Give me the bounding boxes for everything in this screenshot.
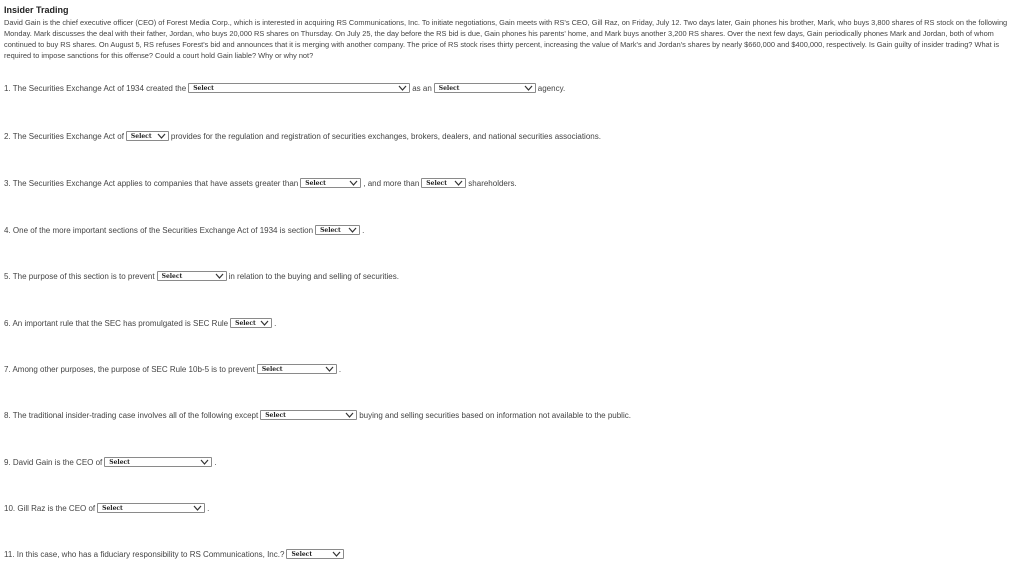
question-9 <box>4 457 217 467</box>
question-2-select[interactable] <box>126 131 169 141</box>
question-2-text: 2. The Securities Exchange Act of <box>4 131 124 141</box>
question-1-select-a[interactable] <box>188 83 410 93</box>
question-7 <box>4 364 341 374</box>
chevron-down-icon <box>325 365 334 373</box>
question-1-mid-text: as an <box>412 83 432 93</box>
select-label: Select <box>102 504 123 512</box>
question-7-select[interactable] <box>257 364 337 374</box>
select-label: Select <box>291 550 313 558</box>
question-3-mid-text: , and more than <box>363 178 420 188</box>
question-6-text: 6. An important rule that the SEC has promulgated is SEC Rule <box>4 318 229 328</box>
question-3-text: 3. The Securities Exchange Act applies to companies that have assets greater than <box>4 178 299 188</box>
select-label: Select <box>426 179 447 187</box>
question-8-text: 8. The traditional insider-trading case involves all of the following except <box>4 410 259 420</box>
question-7-after-text: . <box>338 364 342 374</box>
question-4-text: 4. One of the more important sections of the Securities Exchange Act of 1934 is section <box>4 225 314 235</box>
question-1-text: 1. The Securities Exchange Act of 1934 created the <box>4 83 187 93</box>
question-7-text: 7. Among other purposes, the purpose of SEC Rule 10b-5 is to prevent <box>4 364 255 374</box>
question-1 <box>4 83 565 93</box>
question-6-after-text: . <box>274 318 277 328</box>
question-8-after-text: buying and selling securities based on information not available to the public. <box>359 410 631 420</box>
question-5-after-text: in relation to the buying and selling of securities. <box>228 271 399 281</box>
question-5-text: 5. The purpose of this section is to prevent <box>4 271 155 281</box>
question-10 <box>4 503 209 513</box>
chevron-down-icon <box>157 132 166 140</box>
select-label: Select <box>161 272 183 280</box>
select-label: Select <box>261 365 283 373</box>
question-2-after-text: provides for the regulation and registration of securities exchanges, brokers, dealers, and national securities associations. <box>170 131 601 141</box>
question-4 <box>4 225 364 235</box>
question-8 <box>4 410 631 420</box>
chevron-down-icon <box>200 458 209 466</box>
question-6-select[interactable] <box>230 318 272 328</box>
select-label: Select <box>305 179 326 187</box>
question-11-text: 11. In this case, who has a fiduciary responsibility to RS Communications, Inc.? <box>4 549 285 559</box>
chevron-down-icon <box>215 272 224 280</box>
question-8-select[interactable] <box>260 410 357 420</box>
question-5 <box>4 271 399 281</box>
question-9-after-text: . <box>214 457 217 467</box>
chevron-down-icon <box>454 179 463 187</box>
question-2 <box>4 131 601 141</box>
chevron-down-icon <box>193 504 202 512</box>
select-label: Select <box>438 84 460 92</box>
question-3-select-a[interactable] <box>300 178 361 188</box>
question-4-select[interactable] <box>315 225 360 235</box>
chevron-down-icon <box>349 179 358 187</box>
chevron-down-icon <box>524 84 533 92</box>
question-1-after-text: agency. <box>537 83 566 93</box>
question-3-select-b[interactable] <box>421 178 466 188</box>
question-4-after-text: . <box>362 225 365 235</box>
question-10-text: 10. Gill Raz is the CEO of <box>4 503 96 513</box>
question-5-select[interactable] <box>157 271 227 281</box>
select-label: Select <box>235 319 256 327</box>
select-label: Select <box>320 226 341 234</box>
select-label: Select <box>109 458 130 466</box>
question-3 <box>4 178 517 188</box>
select-label: Select <box>193 84 214 92</box>
chevron-down-icon <box>332 550 341 558</box>
select-label: Select <box>130 132 152 140</box>
chevron-down-icon <box>260 319 269 327</box>
case-description: David Gain is the chief executive officer (CEO) of Forest Media Corp., which is interested in acquiring RS Communications, Inc. To initiate negotiations, Gain meets with RS's CEO, Gill Raz, on Friday, July 12. Two days later, Gain phones his brother, Mark, who buys 3,800 shares of RS stock on the following Monday. Mark discusses the deal with their father, Jordan, who buys 20,000 RS shares on Thursday. On July 25, the day before the RS bid is due, Gain phones his parents' home, and Mark buys another 3,200 RS shares. Over the next few days, Gain periodically phones Mark and Jordan, both of whom continued to buy RS shares. On August 5, RS refuses Forest's bid and announces that it is merging with another company. The price of RS stock rises thirty percent, increasing the value of Mark's and Jordan's shares by nearly $660,000 and $400,000, respectively. Is Gain guilty of insider trading? What is required to impose sanctions for this offense? Could a court hold Gain liable? Why or why not? <box>4 18 1008 60</box>
question-3-after-text: shareholders. <box>468 178 517 188</box>
select-label: Select <box>265 411 286 419</box>
page-title: Insider Trading <box>4 5 69 15</box>
question-9-select[interactable] <box>104 457 212 467</box>
question-9-text: 9. David Gain is the CEO of <box>4 457 103 467</box>
question-11 <box>4 549 346 559</box>
question-10-after-text: . <box>207 503 210 513</box>
chevron-down-icon <box>398 84 407 92</box>
question-6 <box>4 318 276 328</box>
question-11-select[interactable] <box>286 549 344 559</box>
chevron-down-icon <box>345 411 354 419</box>
question-1-select-b[interactable] <box>434 83 536 93</box>
question-10-select[interactable] <box>97 503 205 513</box>
chevron-down-icon <box>348 226 357 234</box>
